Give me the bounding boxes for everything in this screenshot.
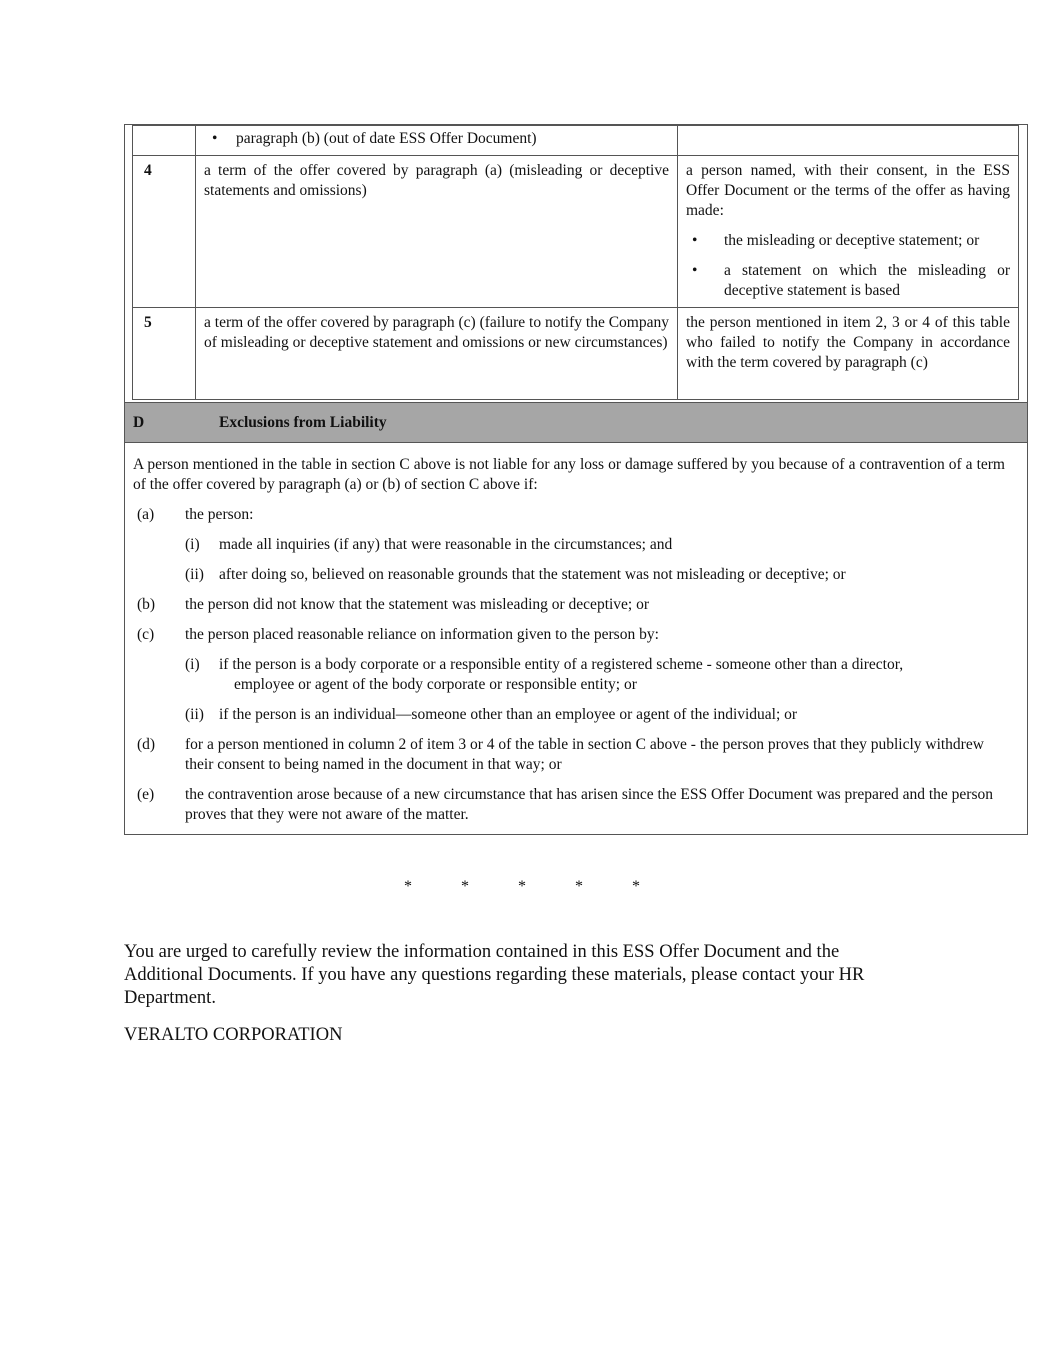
table-row [133,126,1019,156]
section-separator [404,878,689,896]
item-label: (d) [137,736,156,753]
separator-star: * [632,878,640,895]
item-number-cell: 5 [133,308,196,400]
bullet-text: paragraph (b) (out of date ESS Offer Document) [236,130,537,147]
list-item [133,595,1005,615]
contravention-cell: a term of the offer covered by paragraph (a) (misleading or deceptive statements and omissions) [196,156,678,308]
item-number-cell [133,126,196,156]
section-intro: A person mentioned in the table in section C above is not liable for any loss or damage suffered by you because of a contravention of a term of the offer covered by paragraph (a) or (b) of section C above if: [133,456,1005,493]
item-text: the person: [185,506,254,523]
sub-item-text-line: if the person is a body corporate or a responsible entity of a registered scheme - someone other than a director, [219,656,904,673]
sub-item-text: made all inquiries (if any) that were reasonable in the circumstances; and [219,536,673,553]
bullet-item [686,261,1010,301]
item-label: (a) [137,506,155,523]
section-title: Exclusions from Liability [219,414,387,431]
section-d-header [125,402,1027,443]
bullet-icon: • [692,262,698,279]
bullet-item [686,231,1010,251]
separator-star: * [404,878,412,895]
contravention-cell: a term of the offer covered by paragraph (c) (failure to notify the Company of misleading or deceptive statement and omissions or new circumstances) [196,308,678,400]
sub-item-text: after doing so, believed on reasonable grounds that the statement was not misleading or deceptive; or [219,566,846,583]
table-row [133,156,1019,308]
sub-item-label: (ii) [185,566,204,583]
sub-item [133,535,1005,555]
sub-item [133,705,1005,725]
closing-paragraph: You are urged to carefully review the information contained in this ESS Offer Document and the Additional Documents. If you have any questions regarding these materials, please contact your HR Department. [124,941,865,1008]
item-number-cell: 4 [133,156,196,308]
company-name: VERALTO CORPORATION [124,1025,343,1045]
section-letter: D [133,414,145,431]
sub-item [133,565,1005,585]
separator-star: * [518,878,526,895]
list-item [133,505,1005,525]
bullet-text: a statement on which the misleading or deceptive statement is based [724,262,1010,299]
bullet-icon: • [692,232,698,249]
separator-star: * [461,878,469,895]
bullet-icon: • [212,130,218,147]
list-item [133,625,1005,645]
item-label: (e) [137,786,155,803]
item-text: the contravention arose because of a new circumstance that has arisen since the ESS Offer Document was prepared and the person proves that they were not aware of the matter. [185,786,993,823]
item-label: (c) [137,626,155,643]
contravention-cell [196,126,678,156]
bullet-text: the misleading or deceptive statement; or [724,232,980,249]
liability-table [132,125,1019,400]
list-item [133,785,1005,825]
separator-star: * [575,878,583,895]
sub-item-label: (ii) [185,706,204,723]
liable-intro: a person named, with their consent, in the ESS Offer Document or the terms of the offer as having made: [686,162,1010,219]
table-row [133,308,1019,400]
liable-person-cell [678,156,1019,308]
item-text: for a person mentioned in column 2 of item 3 or 4 of the table in section C above - the person proves that they publicly withdrew their consent to being named in the document in that way; or [185,736,984,773]
item-text: the person placed reasonable reliance on information given to the person by: [185,626,659,643]
item-text: the person did not know that the statement was misleading or deceptive; or [185,596,650,613]
bullet-item [204,129,669,149]
liable-person-cell: the person mentioned in item 2, 3 or 4 of this table who failed to notify the Company in accordance with the term covered by paragraph (c) [678,308,1019,400]
sub-item-text [219,655,1005,695]
sub-item [133,655,1005,695]
sub-item-label: (i) [185,656,200,673]
liable-person-cell [678,126,1019,156]
section-d-body [133,455,1005,835]
item-label: (b) [137,596,156,613]
list-item [133,735,1005,775]
sub-item-label: (i) [185,536,200,553]
sub-item-text: if the person is an individual—someone other than an employee or agent of the individual; or [219,706,798,723]
sub-item-text-continuation: employee or agent of the body corporate or responsible entity; or [234,676,637,693]
